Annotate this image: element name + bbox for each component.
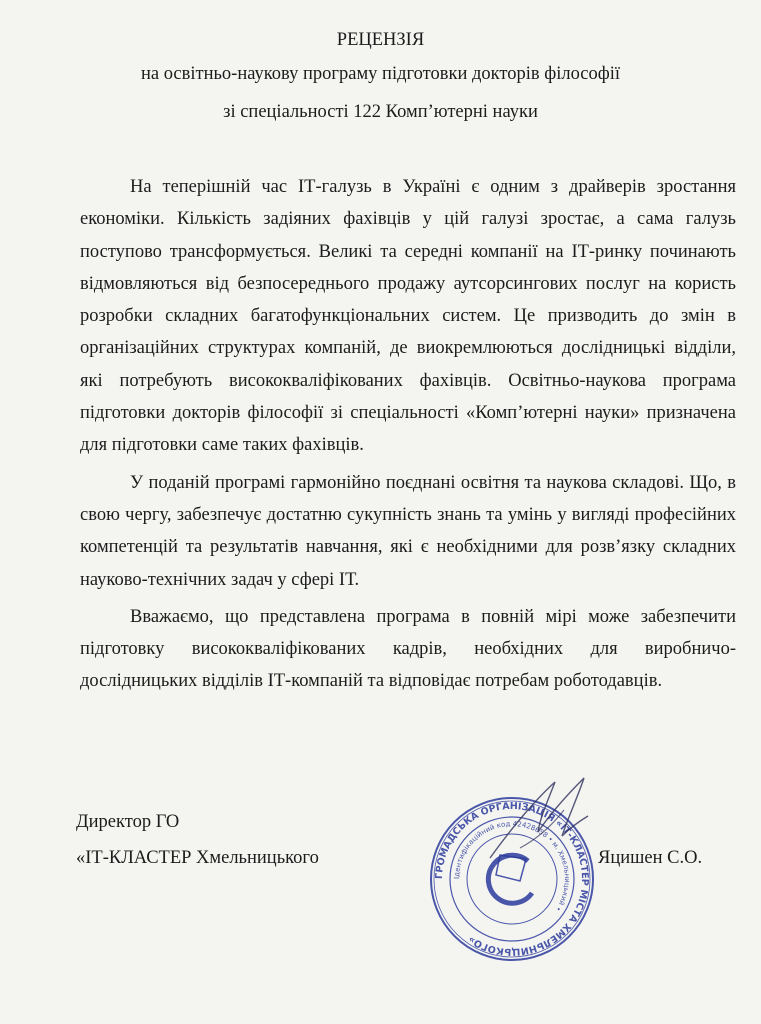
stamp-inner-text: Ідентифікаційний код 42428658 • м. Хмельницький •	[452, 819, 572, 913]
signer-name: Яцишен С.О.	[598, 848, 703, 868]
document-subtitle-line-2: зі спеціальності 122 Комп’ютерні науки	[223, 102, 538, 122]
signer-position-line-1: Директор ГО	[76, 812, 180, 832]
document-subtitle-line-1: на освітньо-наукову програму підготовки докторів філософії	[140, 64, 621, 84]
paragraph-2: У поданій програмі гармонійно поєднані освітня та наукова складові. Що, в свою чергу, забезпечує достатню сукупність знань та умінь у вигляді професійних компетенцій та результатів навчання, які є необхідними для розв’язку складних науково-технічних задач у сфері ІТ.	[80, 472, 736, 590]
paragraph-1: На теперішній час ІТ-галузь в Україні є одним з драйверів зростання економіки. Кількість задіяних фахівців у цій галузі зростає, а сама галузь поступово трансформується. Великі та середні компанії на ІТ-ринку починають відмовляються від безпосереднього продажу аутсорсингових послуг на користь розробки складних багатофункціональних систем. Це призводить до змін в організаційних структурах компаній, де виокремлюються дослідницькі відділи, які потребують висококваліфікованих фахівців. Освітньо-наукова програма підготовки докторів філософії зі спеціальності «Комп’ютерні науки» призначена для підготовки саме таких фахівців.	[80, 177, 736, 456]
stamp-outer-text: ГРОМАДСЬКА ОРГАНІЗАЦІЯ «ІТ-КЛАСТЕР МІСТА ХМЕЛЬНИЦЬКОГО»	[433, 800, 591, 958]
paragraph-3: Вважаємо, що представлена програма в повній мірі може забезпечити підготовку висококваліфікованих кадрів, необхідних для виробничо-дослідницьких відділів ІТ-компаній та відповідає потребам роботодавців.	[80, 606, 736, 692]
handwritten-signature	[480, 770, 600, 870]
document-title: РЕЦЕНЗІЯ	[336, 30, 425, 50]
signer-position-line-2: «ІТ-КЛАСТЕР Хмельницького	[76, 848, 319, 868]
review-body	[80, 171, 736, 698]
